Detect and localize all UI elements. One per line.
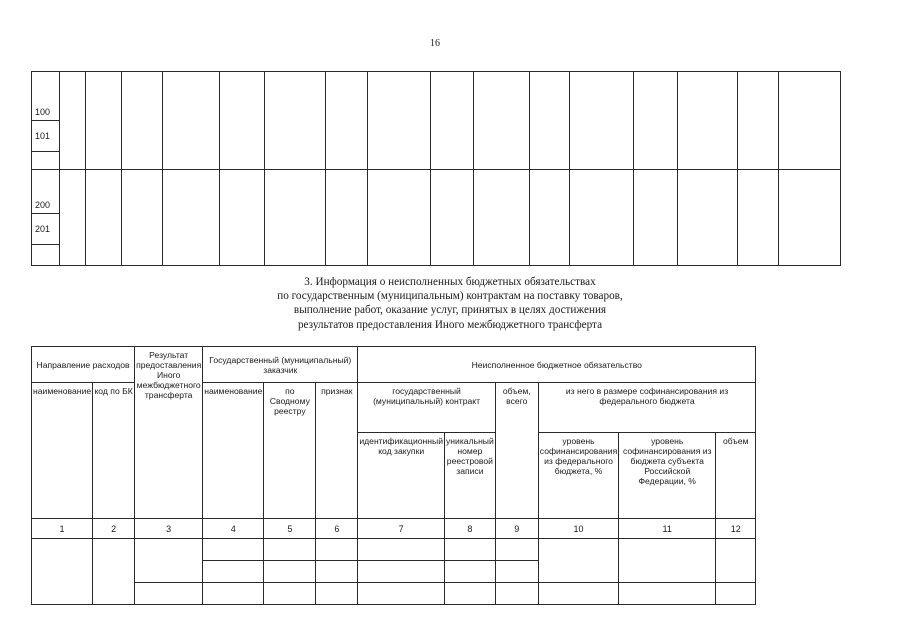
column-number: 11	[619, 519, 716, 539]
column-number: 3	[135, 519, 203, 539]
column-number: 8	[445, 519, 496, 539]
header-direction: Направление расходов	[32, 347, 135, 383]
title-line: результатов предоставления Иного межбюджетного трансферта	[297, 318, 603, 331]
header-result: Результат предоставления Иного межбюджетного трансферта	[135, 347, 203, 519]
table-row	[32, 170, 841, 214]
title-line: 3. Информация о неисполненных бюджетных обязательствах	[304, 276, 596, 288]
header-level-federal: уровень софинансирования из федерального бюджета, %	[538, 433, 618, 519]
header-bk-code: код по БК	[93, 383, 135, 519]
column-numbers-row	[32, 519, 756, 539]
header-volume-total: объем, всего	[495, 383, 538, 519]
header-cofinancing: из него в размере софинансирования из федерального бюджета	[538, 383, 755, 433]
row-code-cell: 100	[32, 72, 60, 121]
header-name-1: наименование	[32, 383, 93, 519]
header-level-subject: уровень софинансирования из бюджета субъекта Российской Федерации, %	[619, 433, 716, 519]
table-row	[32, 539, 756, 561]
table-row	[32, 72, 841, 121]
unfulfilled-obligations-table	[31, 346, 756, 605]
header-unique-number: уникальный номер реестровой записи	[445, 433, 496, 519]
header-purchase-id: идентификационный код закупки	[358, 433, 445, 519]
row-code-cell: 200	[32, 170, 60, 214]
previous-section-table	[31, 71, 841, 266]
column-number: 9	[495, 519, 538, 539]
header-name-2: наименование	[203, 383, 264, 519]
header-contract: государственный (муниципальный) контракт	[358, 383, 495, 433]
header-unfulfilled: Неисполненное бюджетное обязательство	[358, 347, 756, 383]
section-title	[200, 275, 700, 332]
title-line: выполнение работ, оказание услуг, принятых в целях достижения	[293, 304, 607, 317]
row-code-cell: 201	[32, 214, 60, 245]
column-number: 10	[538, 519, 618, 539]
column-number: 12	[716, 519, 756, 539]
column-number: 4	[203, 519, 264, 539]
header-summary-registry: по Сводному реестру	[264, 383, 316, 519]
column-number: 6	[316, 519, 358, 539]
column-number: 2	[93, 519, 135, 539]
page-number: 16	[430, 38, 440, 49]
header-customer: Государственный (муниципальный) заказчик	[203, 347, 358, 383]
header-row	[32, 347, 756, 383]
header-volume: объем	[716, 433, 756, 519]
column-number: 1	[32, 519, 93, 539]
table-row	[32, 583, 756, 605]
row-code-cell: 101	[32, 121, 60, 152]
title-line: по государственным (муниципальным) контрактам на поставку товаров,	[277, 290, 623, 303]
header-sign: признак	[316, 383, 358, 519]
column-number: 5	[264, 519, 316, 539]
column-number: 7	[358, 519, 445, 539]
